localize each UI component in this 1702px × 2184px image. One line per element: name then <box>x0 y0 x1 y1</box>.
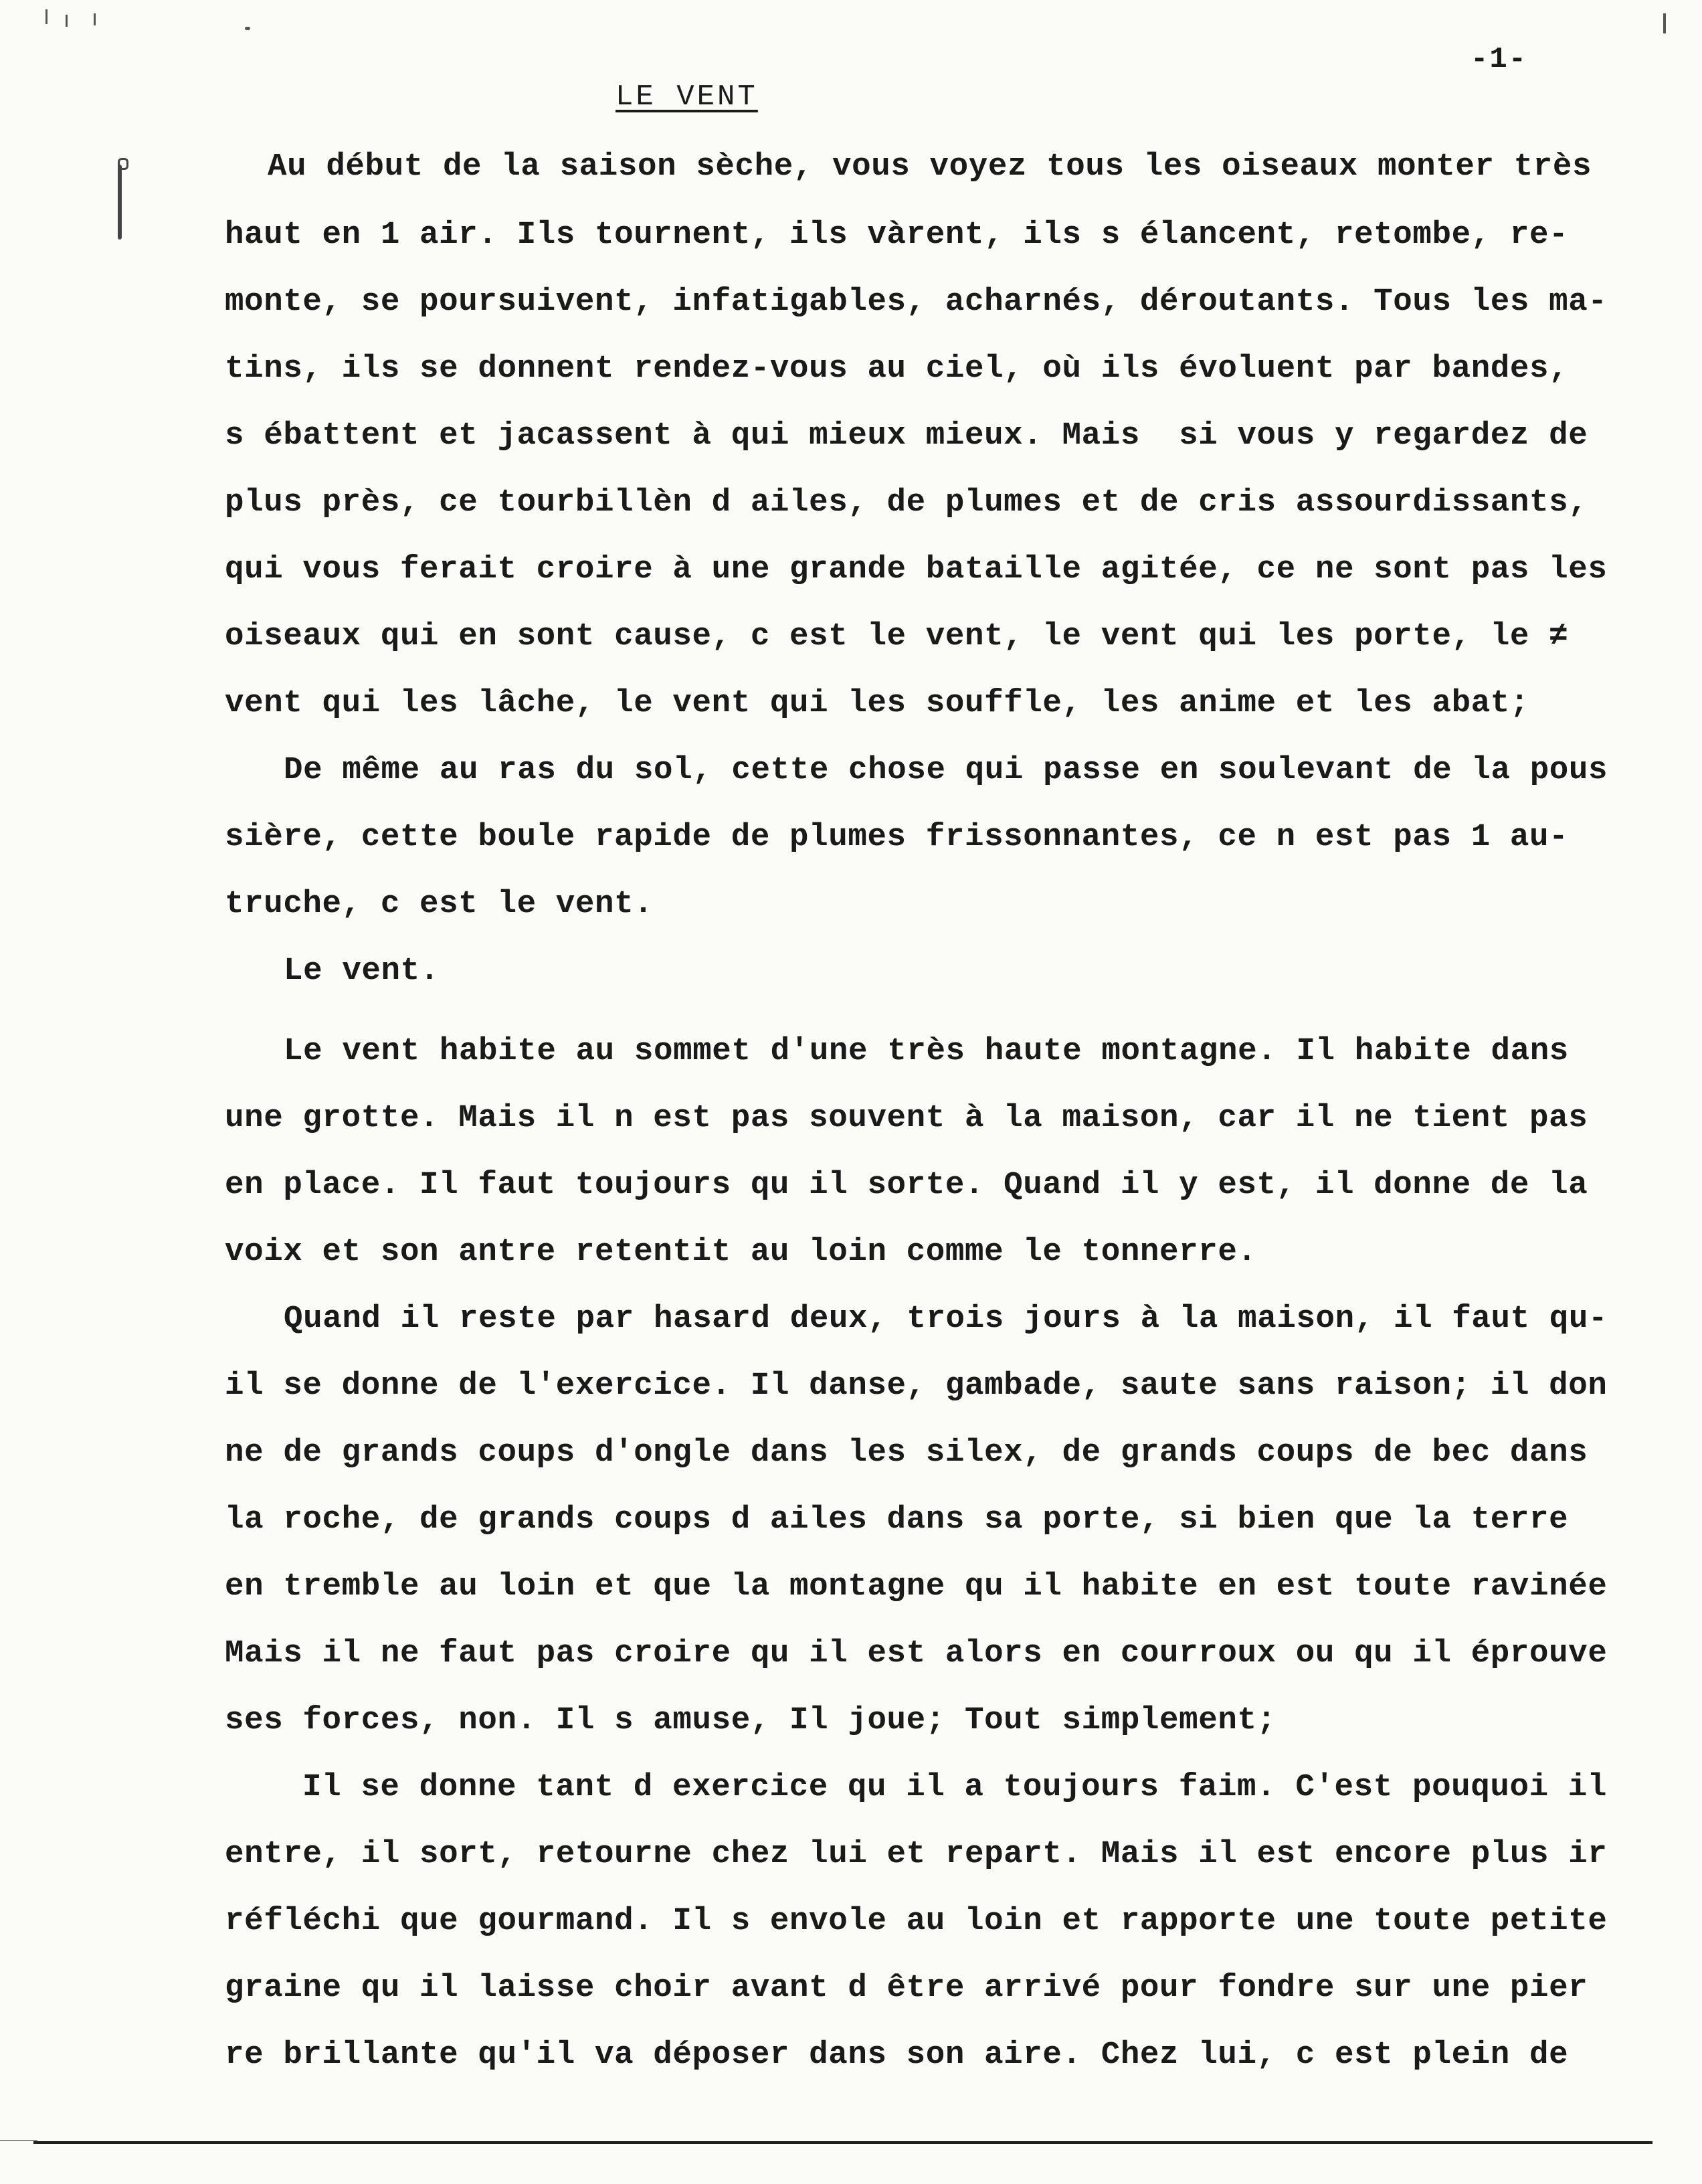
text-line: re brillante qu'il va déposer dans son aire. Chez lui, c est plein de <box>225 2037 1569 2073</box>
text-line: vent qui les lâche, le vent qui les souffle, les anime et les abat; <box>225 685 1530 721</box>
text-line: Mais il ne faut pas croire qu il est alors en courroux ou qu il éprouve <box>225 1635 1608 1671</box>
text-line: voix et son antre retentit au loin comme le tonnerre. <box>225 1234 1257 1270</box>
text-line: Le vent. <box>284 953 440 989</box>
text-line: une grotte. Mais il n est pas souvent à la maison, car il ne tient pas <box>225 1100 1588 1136</box>
text-line: haut en 1 air. Ils tournent, ils vàrent, ils s élancent, retombe, re- <box>225 217 1569 253</box>
text-line: en place. Il faut toujours qu il sorte. Quand il y est, il donne de la <box>225 1167 1588 1203</box>
text-line: Au début de la saison sèche, vous voyez tous les oiseaux monter très <box>268 149 1592 185</box>
margin-pen-mark <box>118 165 122 240</box>
text-line: graine qu il laisse choir avant d être arrivé pour fondre sur une pier <box>225 1970 1588 2006</box>
text-line: s ébattent et jacassent à qui mieux mieux. Mais si vous y regardez de <box>225 418 1588 454</box>
text-line: Il se donne tant d exercice qu il a toujours faim. C'est pouquoi il <box>302 1769 1608 1805</box>
text-line: qui vous ferait croire à une grande bataille agitée, ce ne sont pas les <box>225 551 1608 587</box>
document-title: LE VENT <box>616 80 758 114</box>
text-line: De même au ras du sol, cette chose qui passe en soulevant de la pous <box>284 752 1608 788</box>
scan-artifact <box>1663 13 1666 33</box>
text-line: entre, il sort, retourne chez lui et repart. Mais il est encore plus ir <box>225 1836 1608 1872</box>
text-line: en tremble au loin et que la montagne qu il habite en est toute ravinée <box>225 1568 1608 1605</box>
text-line: il se donne de l'exercice. Il danse, gambade, saute sans raison; il don <box>225 1368 1608 1404</box>
scan-artifact <box>66 15 68 27</box>
scan-artifact <box>45 9 48 24</box>
text-line: oiseaux qui en sont cause, c est le vent, le vent qui les porte, le ≠ <box>225 618 1569 654</box>
scan-artifact <box>94 13 96 25</box>
page-number: -1- <box>1471 43 1528 76</box>
text-line: la roche, de grands coups d ailes dans sa porte, si bien que la terre <box>225 1502 1569 1538</box>
text-line: Quand il reste par hasard deux, trois jours à la maison, il faut qu- <box>284 1301 1608 1337</box>
text-line: réfléchi que gourmand. Il s envole au loin et rapporte une toute petite <box>225 1903 1608 1939</box>
bottom-rule-stub <box>0 2140 37 2141</box>
text-line: truche, c est le vent. <box>225 886 654 922</box>
text-line: tins, ils se donnent rendez-vous au ciel, où ils évoluent par bandes, <box>225 351 1569 387</box>
text-line: Le vent habite au sommet d'une très haute montagne. Il habite dans <box>284 1033 1569 1069</box>
text-line: monte, se poursuivent, infatigables, acharnés, déroutants. Tous les ma- <box>225 284 1608 320</box>
text-line: ne de grands coups d'ongle dans les silex, de grands coups de bec dans <box>225 1435 1588 1471</box>
scan-artifact <box>245 27 250 30</box>
text-line: plus près, ce tourbillèn d ailes, de plumes et de cris assourdissants, <box>225 484 1588 521</box>
text-line: ses forces, non. Il s amuse, Il joue; Tout simplement; <box>225 1702 1276 1738</box>
text-line: sière, cette boule rapide de plumes frissonnantes, ce n est pas 1 au- <box>225 819 1569 855</box>
bottom-rule <box>33 2141 1652 2144</box>
